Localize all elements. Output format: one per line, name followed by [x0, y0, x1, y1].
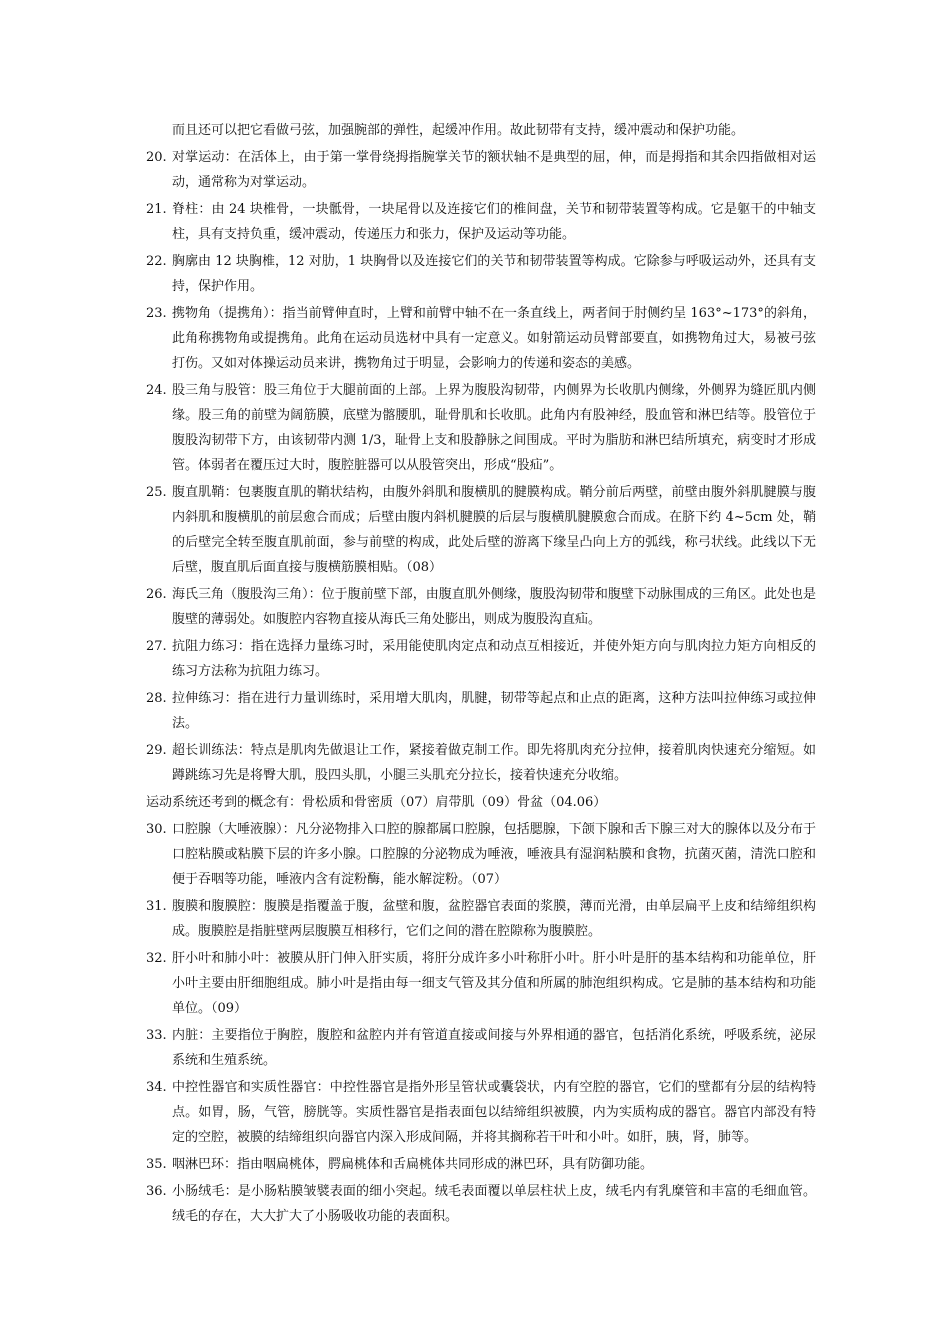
definition-item	[146, 1075, 816, 1150]
definition-item	[146, 894, 816, 944]
item-text: 咽淋巴环：指由咽扁桃体，腭扁桃体和舌扁桃体共同形成的淋巴环，具有防御功能。	[172, 1157, 654, 1172]
item-text: 股三角与股管：股三角位于大腿前面的上部。上界为腹股沟韧带，内侧界为长收肌内侧缘，外侧界为缝匠肌内侧缘。股三角的前壁为阔筋膜，底壁为髂腰肌，耻骨肌和长收肌。此角内有股神经，股血管和淋巴结等。股管位于腹股沟韧带下方，由该韧带内测 1/3，耻骨上支和股静脉之间围成。平时为脂肪和淋巴结所填充，病变时才形成管。体弱者在覆压过大时，腹腔脏器可以从股管突出，形成“股疝”。	[172, 383, 816, 473]
definition-item	[146, 634, 816, 684]
definition-item	[146, 738, 816, 788]
definition-list-motor-system	[146, 145, 816, 788]
item-number: 22.	[146, 254, 167, 269]
definition-item	[146, 1179, 816, 1229]
document-body	[146, 118, 816, 1229]
item-number: 36.	[146, 1184, 167, 1199]
item-number: 33.	[146, 1028, 167, 1043]
definition-item	[146, 946, 816, 1021]
definition-item	[146, 249, 816, 299]
definition-item	[146, 301, 816, 376]
item-number: 21.	[146, 202, 167, 217]
definition-item	[146, 145, 816, 195]
item-number: 24.	[146, 383, 167, 398]
item-text: 肝小叶和肺小叶：被膜从肝门伸入肝实质，将肝分成许多小叶称肝小叶。肝小叶是肝的基本结构和功能单位，肝小叶主要由肝细胞组成。肺小叶是指由每一细支气管及其分值和所属的肺泡组织构成。它是肺的基本结构和功能单位。（09）	[172, 951, 816, 1016]
item-number: 29.	[146, 743, 167, 758]
section-note: 运动系统还考到的概念有：骨松质和骨密质（07）肩带肌（09）骨盆（04.06）	[146, 795, 607, 810]
item-text: 小肠绒毛：是小肠粘膜皱襞表面的细小突起。绒毛表面覆以单层柱状上皮，绒毛内有乳糜管和丰富的毛细血管。绒毛的存在，大大扩大了小肠吸收功能的表面积。	[172, 1184, 816, 1224]
definition-item	[146, 197, 816, 247]
item-number: 20.	[146, 150, 167, 165]
item-text: 脊柱：由 24 块椎骨，一块骶骨，一块尾骨以及连接它们的椎间盘，关节和韧带装置等构成。它是躯干的中轴支柱，具有支持负重，缓冲震动，传递压力和张力，保护及运动等功能。	[172, 202, 816, 242]
item-number: 25.	[146, 485, 167, 500]
item-number: 23.	[146, 306, 167, 321]
item-number: 26.	[146, 587, 167, 602]
item-number: 32.	[146, 951, 167, 966]
definition-item	[146, 1023, 816, 1073]
item-number: 28.	[146, 691, 167, 706]
continued-paragraph: 而且还可以把它看做弓弦，加强腕部的弹性，起缓冲作用。故此韧带有支持，缓冲震动和保护功能。	[172, 123, 745, 138]
item-text: 超长训练法：特点是肌肉先做退让工作，紧接着做克制工作。即先将肌肉充分拉伸，接着肌肉快速充分缩短。如蹲跳练习先是将臀大肌，股四头肌，小腿三头肌充分拉长，接着快速充分收缩。	[172, 743, 816, 783]
definition-item	[146, 582, 816, 632]
definition-item	[146, 480, 816, 580]
definition-list-internal-organs	[146, 817, 816, 1229]
definition-item	[146, 378, 816, 478]
item-text: 腹直肌鞘：包裹腹直肌的鞘状结构，由腹外斜肌和腹横肌的腱膜构成。鞘分前后两壁，前壁由腹外斜肌腱膜与腹内斜肌和腹横肌的前层愈合而成；后壁由腹内斜机腱膜的后层与腹横肌腱膜愈合而成。在脐下约 4~5cm 处，鞘的后壁完全转至腹直肌前面，参与前壁的构成，此处后壁的游离下缘呈凸向上方的弧线，称弓状线。此线以下无后壁，腹直肌后面直接与腹横筋膜相贴。（08）	[172, 485, 816, 575]
item-number: 27.	[146, 639, 167, 654]
definition-item	[146, 1152, 816, 1177]
item-text: 口腔腺（大唾液腺）：凡分泌物排入口腔的腺都属口腔腺，包括腮腺，下颌下腺和舌下腺三对大的腺体以及分布于口腔粘膜或粘膜下层的许多小腺。口腔腺的分泌物成为唾液，唾液具有湿润粘膜和食物，抗菌灭菌，清洗口腔和便于吞咽等功能，唾液内含有淀粉酶，能水解淀粉。（07）	[172, 822, 816, 887]
item-number: 35.	[146, 1157, 167, 1172]
item-text: 拉伸练习：指在进行力量训练时，采用增大肌肉，肌腱，韧带等起点和止点的距离，这种方法叫拉伸练习或拉伸法。	[172, 691, 816, 731]
item-text: 对掌运动：在活体上，由于第一掌骨绕拇指腕掌关节的额状轴不是典型的屈，伸，而是拇指和其余四指做相对运动，通常称为对掌运动。	[172, 150, 816, 190]
item-text: 中控性器官和实质性器官：中控性器官是指外形呈管状或囊袋状，内有空腔的器官，它们的壁都有分层的结构特点。如胃，肠，气管，膀胱等。实质性器官是指表面包以结缔组织被膜，内为实质构成的器官。器官内部没有特定的空腔，被膜的结缔组织向器官内深入形成间隔，并将其搁称若干叶和小叶。如肝，胰，肾，肺等。	[172, 1080, 816, 1145]
item-text: 腹膜和腹膜腔：腹膜是指覆盖于腹，盆壁和腹，盆腔器官表面的浆膜，薄而光滑，由单层扁平上皮和结缔组织构成。腹膜腔是指脏壁两层腹膜互相移行，它们之间的潜在腔隙称为腹膜腔。	[172, 899, 816, 939]
item-number: 31.	[146, 899, 167, 914]
definition-item	[146, 686, 816, 736]
definition-item	[146, 817, 816, 892]
item-number: 34.	[146, 1080, 167, 1095]
item-text: 胸廓由 12 块胸椎，12 对肋，1 块胸骨以及连接它们的关节和韧带装置等构成。它除参与呼吸运动外，还具有支持，保护作用。	[172, 254, 816, 294]
item-text: 抗阻力练习：指在选择力量练习时，采用能使肌肉定点和动点互相接近，并使外矩方向与肌肉拉力矩方向相反的练习方法称为抗阻力练习。	[172, 639, 816, 679]
item-text: 海氏三角（腹股沟三角）：位于腹前壁下部，由腹直肌外侧缘，腹股沟韧带和腹壁下动脉围成的三角区。此处也是腹壁的薄弱处。如腹腔内容物直接从海氏三角处膨出，则成为腹股沟直疝。	[172, 587, 816, 627]
item-number: 30.	[146, 822, 167, 837]
item-text: 携物角（提携角）：指当前臂伸直时，上臂和前臂中轴不在一条直线上，两者间于肘侧约呈 163°~173°的斜角，此角称携物角或提携角。此角在运动员选材中具有一定意义。如射箭运动员臂部要直，如携物角过大，易被弓弦打伤。又如对体操运动员来讲，携物角过于明显，会影响力的传递和姿态的美感。	[172, 306, 816, 371]
item-text: 内脏：主要指位于胸腔，腹腔和盆腔内并有管道直接或间接与外界相通的器官，包括消化系统，呼吸系统，泌尿系统和生殖系统。	[172, 1028, 816, 1068]
